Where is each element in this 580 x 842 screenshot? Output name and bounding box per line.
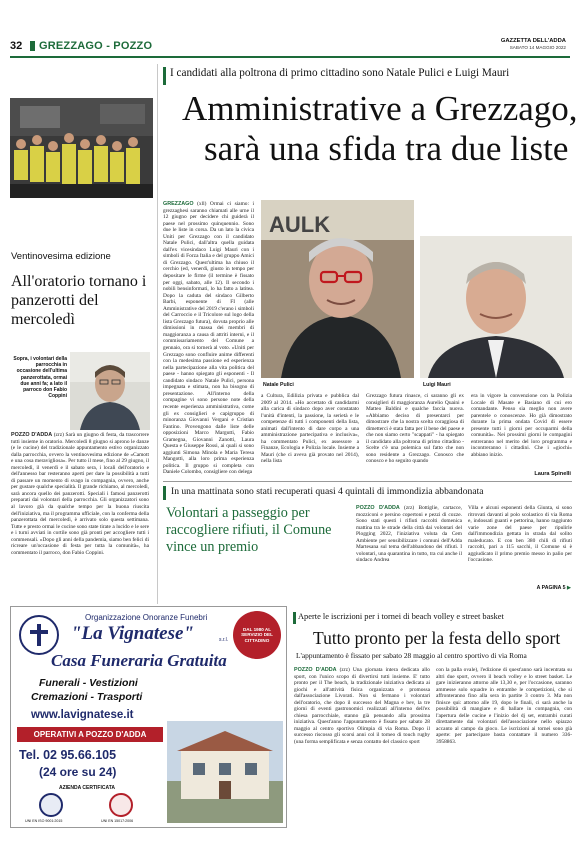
waste-kicker: In una mattinata sono stati recuperati quasi 4 quintali di immondizia abbandonata — [171, 486, 484, 497]
header-rule — [10, 56, 570, 58]
sport-col2 — [436, 667, 572, 746]
ad-cert: AZIENDA CERTIFICATA — [59, 785, 116, 791]
ad-badge — [233, 611, 281, 659]
main-col1 — [163, 201, 254, 476]
ad-badge-text: DAL 1980 AL SERVIZIO DEL CITTADINO — [241, 626, 273, 643]
main-col3-text: Grezzago futura rinasce, ci saranno gli ex consiglieri di maggioranza Aurelio Quaini e Matteo Baldini e qualche faccia nuova. «Abbiamo deciso di presentarci per dimostrare che la nostra scelta coraggiosa di dimetterci è stata fatta per il bene del paese e che non siamo certo "scappati" - ha spiegato il candidato alla poltrona di primo cittadino - Scelte c'è una polemica sul fatto che non sono residente a Grezzago. Conosco che conosco e ho seguito quando — [366, 393, 464, 465]
waste-col2-text: Villa e alcuni esponenti della Giunta, si sono ritrovati davanti al polo scolastico di via Roma e, indossati guanti e pettorina, hanno raggiunto varie zone del paese per ripulirle dall'immondizia gettata in strada dal solito maleducato. E con ben 380 chili di rifiuti raccolti, pari a 115 sacchi, il Comune si è aggiudicato il primo premio messo in palio per l'occasione. — [468, 505, 572, 564]
ad-operativi: OPERATIVI A POZZO D'ADDA — [17, 727, 163, 742]
newspaper-name: GAZZETTA DELL'ADDA — [500, 38, 566, 44]
ad-org: Organizzazione Onoranze Funebri — [85, 613, 208, 622]
mid-divider — [163, 481, 572, 482]
sport-col1 — [294, 667, 430, 746]
cert-badge-2 — [109, 793, 133, 817]
left-story-text: (zrz) Sarà un giugno di festa, da trascorrere tutti insieme in oratorio. Mercoledì 8 giugno si aprono le danze (e le cucine) del tradizionale appuntamento estivo organizzato dalla parrocchia, ovvero la ventinovesima edizione de «Camott e una cosa meravigliosa». Per tutto il mese, fino al 29 giugno, il mercoledì, il venerdì e il sabato sera, i locali dell'oratorio e dell'annesso bar resteranno aperti per dare la possibilità a tutti di passare un momento di svago in compagnia, ovvero, anche per gustare qualche specialità. Il grande richiamo, al mercoledì, sarà ancora quello dei panzerotti. Speciali i famosi panzerotti preparati dai volontari della parrocchia. Gli organizzatori sono al lavoro già da qualche tempo per la buona riuscita dell'iniziativa, ma il programma ufficiale, con la conferma della panzerottata del mercoledì, è arrivato solo questa settimana. Tutte e presto ormai le cucine sono state tirate a lucido e le sere e i turni avviati in cortile sono già pronti per accogliere tutti i commensali. «Dopo gli anni della pandemia, siamo ben felici di ricreare un'occasione di festa per tutta la comunità», ha commentato il parroco, don Fabio Coppini. — [11, 432, 149, 556]
ad-services-1: Funerali - Vestizioni — [39, 677, 138, 689]
ad-services-2: Cremazioni - Trasporti — [31, 691, 143, 703]
ad-name: "La Vignatese" — [71, 623, 194, 644]
left-story-title: All'oratorio tornano i panzerotti del mercoledì — [11, 273, 147, 328]
sport-col2-text: con la palla ovale), l'edizione di quest'anno sarà incentrata su altri due sport, ovvero il beach volley e lo street basket. Le gare inizieranno attorno alle 13,30 e, per l'occasione, saranno ammesse solo squadre in entrambe le competizioni, che si affronteranno fino alla sera in partite 3 contro 3. Ma non finisce qui: attorno alle 19, dopo le finali, ci sarà anche la possibilità di mangiare e di ballare in compagnia, con l'apertura delle cucine e l'inizio del dj set, entrambi curati direttamente dai volontari dell'associazione nello spiazzo accanto al campo da gioco. Le iscrizioni ai tornei sono già aperte: per partecipare basta contattare il numero 336-3958863. — [436, 667, 572, 746]
waste-col2 — [468, 505, 572, 564]
page-number: 32 — [10, 40, 23, 52]
main-col1-text: (xll) Ormai ci siamo: i grezzaghesi saranno chiamati alle urne il 12 giugno per decidere chi guiderà il paese nel prossimo quinquennio. Sono due le liste in corsa. Da un lato la civica Uniti per Grezzago con il candidato Natale Pulici, dall'altra quella guidata dall'ex vicesindaco Luigi Mauri con i simboli di Forza Italia e del gruppo Amici di Grezzago. Quest'ultima ha chiuso il cerchio (ed, venerdì, giusto in tempo per depositare le firme (il termine è fissato per oggi, sabato, alle 12). Il secondo i nobili bensinformati, lo ha fatto a latitea. Dopo la caduta del sindaco Gilberto Barbi, esponente di FI (alle Amministrative del 2019 c'erano i simboli del Carroccio e il Tricolore sul logo della lista Grezzago futura), dovuta proprio alle dimissioni in massa dei membri di maggioranza a causa di attriti interni, e il commissariamento del Comune a gennaio, ora si tornerà al voto. «Uniti per Grezzago sono confluire anime differenti con la medesima passione ed esperienza nella partecipazione alla vita politica del paese - hanno spiegato gli esponenti - Il candidato sindaco Natale Pulici, persona impegnata e stimata, non ha bisogno di presentazione. All'interno della compagine vi sono persone note della recente esperienza amministrativa, come gli ex consiglieri e capigruppo di minoranza Giovanni Vergani e Cristian Fantino. Provengono dalle liste delle opposizioni Marco Margutti, Fabio Gramegna, Giovanni Zanotti, Laura Questa e Giuseppe Rossi, ai quali si sono aggiunti Simona Minola e Maria Teresa Mangotti, alla loro prima esperienza politica. Il gruppo si completa con Daniele Colombo, consigliere con delega — [163, 201, 254, 476]
ad-cert-1: UNI EN ISO 9001:2015 — [25, 819, 63, 823]
issue-date: SABATO 14 MAGGIO 2022 — [509, 45, 566, 50]
left-column-divider — [157, 64, 158, 604]
waste-col1 — [356, 505, 462, 564]
left-story-body — [11, 432, 149, 556]
priest-portrait — [70, 352, 150, 430]
page-header — [10, 38, 570, 54]
cert-badge-1 — [39, 793, 63, 817]
pulici-caption: Natale Pulici — [263, 382, 294, 388]
section-title: GREZZAGO - POZZO — [39, 40, 153, 52]
waste-dateline: POZZO D'ADDA — [356, 505, 400, 511]
sport-dateline: POZZO D'ADDA — [294, 667, 337, 673]
section-marker — [30, 41, 35, 51]
main-col2 — [261, 393, 359, 465]
sport-col1-text: (zrz) Una giornata intera dedicata allo sport, con l'unico scopo di divertirsi tutti insieme. E' tutto pronto per il The beach, la tradizionale iniziativa dedicata ai giochi e all'attività fisica organizzata e promossa dall'associazione Livorati. Non si fermano i volontari dell'oratorio, che dopo il successo del Magna e bev, la tre giorni di eventi gastronomici realizzati all'interno dell'ex chiesa parrocchiale, stanno già pensando alla prossima iniziativa. Quest'anno l'appuntamento è fissato per sabato 28 maggio al centro sportivo Olimpia di via Roma. Dopo il successo riscosso gli scorsi anni col il torneo di touch rugby (una forma semplificata e senza contatto del classico sport — [294, 667, 430, 746]
cross-icon — [24, 620, 54, 650]
main-byline: Laura Spinelli — [534, 471, 571, 477]
sport-kicker-bar — [293, 612, 296, 624]
waste-kicker-bar — [163, 486, 166, 500]
funeral-home-photo — [167, 721, 283, 823]
continue-label: A PAGINA 5 — [536, 585, 566, 591]
sport-subtitle: L'appuntamento è fissato per sabato 28 maggio al centro sportivo di via Roma — [296, 651, 527, 660]
waste-title: Volontari a passeggio per raccogliere rifiuti, il Comune vince un premio — [166, 505, 332, 555]
ad-subtitle: Casa Funeraria Gratuita — [51, 651, 227, 670]
ad-phone: Tel. 02 95.66.105 — [19, 748, 117, 762]
main-kicker: I candidati alla poltrona di primo cittadino sono Natale Pulici e Luigi Mauri — [170, 67, 510, 79]
waste-continue — [537, 585, 571, 591]
main-col4 — [471, 393, 572, 458]
sport-kicker: Aperte le iscrizioni per i tornei di beach volley e street basket — [298, 612, 504, 621]
volunteers-photo — [10, 98, 153, 198]
ad-logo — [19, 615, 59, 655]
svg-text:AULK: AULK — [269, 212, 331, 237]
ad-company: s.r.l. — [219, 637, 229, 643]
main-title-line2: sarà una sfida tra due liste — [204, 129, 569, 168]
arrow-right-icon: ▶ — [567, 585, 571, 591]
mauri-caption: Luigi Mauri — [423, 382, 451, 388]
ad-hours: (24 ore su 24) — [39, 765, 117, 779]
main-col4-text: era in vigore la convenzione con la Polizia Locale di Masate e Basiano di cui ero comandante. Penso sia meglio non avere parentele o conoscenze. Ho già dimostrato durante la prima ondata Covid di essere presente tutti i giorni per occuparmi della comunità». Nei prossimi giorni le compagini entreranno nel merito del loro programma e incontreranno i cittadini. Che i «giochi» abbiano inizio. — [471, 393, 572, 458]
main-col3 — [366, 393, 464, 465]
ad-cert-2: UNI EN 15017:2006 — [101, 819, 134, 823]
main-title-line1: Amministrative a Grezzago, — [182, 89, 578, 128]
portrait-caption: Sopra, i volontari della parrocchia in occasione dell'ultima panzerottata, ormai due anni fa; a lato il parroco don Fabio Coppini — [13, 356, 67, 400]
mauri-photo — [420, 236, 572, 378]
main-kicker-bar — [163, 67, 166, 85]
ad-website[interactable]: www.lavignatese.it — [31, 709, 134, 721]
sport-title: Tutto pronto per la festa dello sport — [313, 628, 561, 648]
photo-edition-caption: Ventinovesima edizione — [11, 251, 111, 262]
waste-col1-text: (zrz) Bottiglie, cartacce, mozziconi e persino copertoni e pezzi di cozze. Sono stati questi i rifiuti raccolti domenica mattina tra le strade della città dai volontari del Plogging 2022, l'iniziativa voluta da Cem Ambiente per sensibilizzare i comuni dell'Adda Martesana sul tema dell'abbandono dei rifiuti. I volontari, una quarantina in tutto, tra cui anche il sindaco Andrea — [356, 505, 462, 564]
main-dateline: GREZZAGO — [163, 201, 194, 207]
funeral-ad — [10, 606, 287, 828]
left-dateline: POZZO D'ADDA — [11, 432, 53, 438]
main-col2-text: a Cultura, Edilizia privata e pubblica dal 2009 al 2014. «Ho accettato di candidarmi alla carica di sindaco dopo aver constatato l'unità d'intenti, la passione, la serietà e le competenze di tutti i componenti della lista, animati dall'intento di dare corpo a una amministrazione partecipativa e inclusiva», ha commentato Pulici, ex assessore a Finanze, Ecologia e Polizia locale. Insieme a Mauri (che ci aveva già provato nel 2014), nella lista — [261, 393, 359, 465]
pulici-photo — [261, 200, 414, 378]
